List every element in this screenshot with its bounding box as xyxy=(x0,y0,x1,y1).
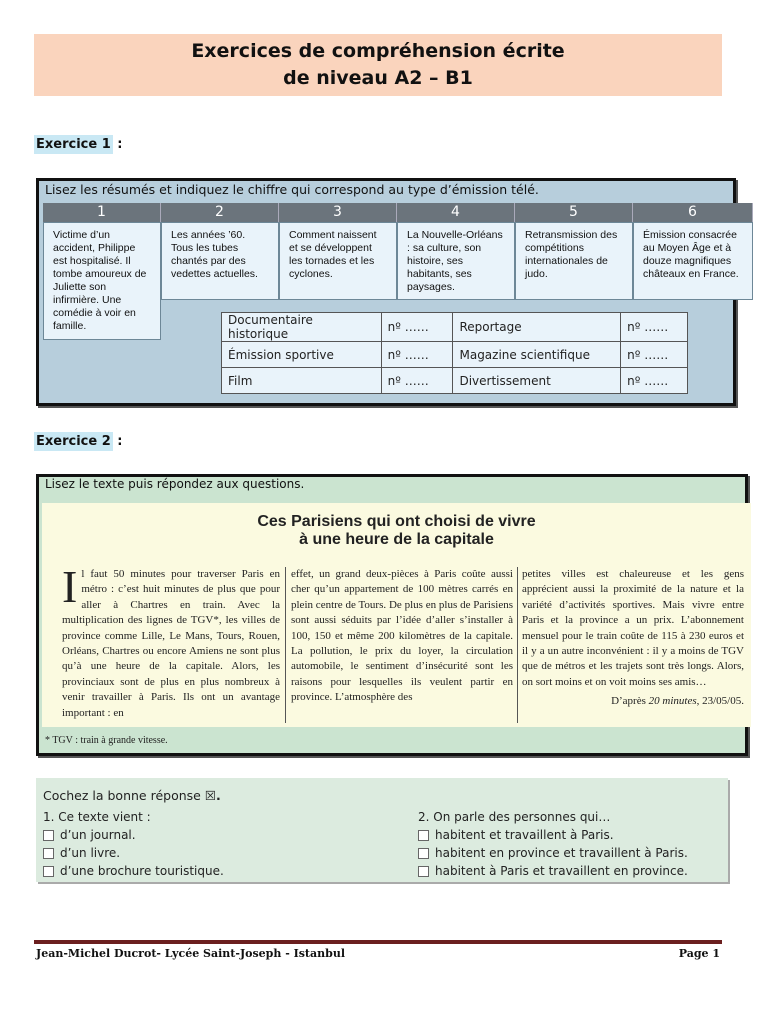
answer-option-label: d’une brochure touristique. xyxy=(60,864,224,878)
summary-text: Les années ’60. Tous les tubes chantés par des vedettes actuelles. xyxy=(161,222,279,300)
answer-option[interactable] xyxy=(43,862,383,880)
answer-option[interactable] xyxy=(43,844,383,862)
quiz-heading-text: Cochez la bonne réponse xyxy=(43,788,201,803)
answer-blank[interactable]: nº …… xyxy=(621,368,688,394)
exercise-2-instruction: Lisez le texte puis répondez aux questions. xyxy=(45,477,305,491)
grid-row xyxy=(222,342,688,368)
program-type: Documentaire historique xyxy=(222,313,382,342)
summary-column-3 xyxy=(279,203,397,300)
program-type: Film xyxy=(222,368,382,394)
answer-blank[interactable]: nº …… xyxy=(381,368,453,394)
quiz-heading xyxy=(43,788,221,803)
grid-row xyxy=(222,313,688,342)
article-headline xyxy=(42,513,751,549)
question-1-title: 1. Ce texte vient : xyxy=(43,810,151,824)
summary-number: 4 xyxy=(397,203,515,222)
summary-number: 3 xyxy=(279,203,397,222)
grid-row xyxy=(222,368,688,394)
summary-number: 2 xyxy=(161,203,279,222)
summary-column-6 xyxy=(633,203,753,300)
summary-number: 6 xyxy=(633,203,753,222)
source-date: , 23/05/05. xyxy=(696,695,744,708)
answer-option-label: habitent à Paris et travaillent en province. xyxy=(435,864,688,878)
exercise-2-label: Exercice 2 xyxy=(36,434,111,449)
source-paper: 20 minutes xyxy=(648,695,697,708)
page-title-line-2: de niveau A2 – B1 xyxy=(283,67,473,89)
answer-blank[interactable]: nº …… xyxy=(621,313,688,342)
article-source xyxy=(522,694,744,709)
program-type-grid xyxy=(221,312,688,394)
program-type: Magazine scientifique xyxy=(453,342,621,368)
article-column-2: effet, un grand deux-pièces à Paris coûte aussi cher qu’un appartement de 100 mètres carrés en plein centre de Tours. De plus en plus de Parisiens sont aussi séduits par l’idée d’aller s’installer à 100, 150 et même 200 kilomètres de la capitale. La pollution, le prix du loyer, la circulation automobile, le sentiment d’insécurité sont les raisons pour lesquelles ils veulent partir en province. L’atmosphère des xyxy=(291,568,513,704)
article-column-1-text: l faut 50 minutes pour traverser Paris en métro : c’est huit minutes de plus que pour aller à Chartres en train. Avec la multiplication des lignes de TGV*, les villes de province comme Lille, Le Mans, Tours, Rouen, Orléans, Chartres ou encore Amiens ne sont plus qu’à une heure de la capitale. Alors, les provinciaux sont de plus en plus nombreux à venir travailler à Paris. Ils ont un avantage important : en xyxy=(62,568,280,719)
answer-blank[interactable]: nº …… xyxy=(381,313,453,342)
answer-option[interactable] xyxy=(418,826,758,844)
summary-column-4 xyxy=(397,203,515,300)
summary-text: Retransmission des compétitions internationales de judo. xyxy=(515,222,633,300)
answer-option[interactable] xyxy=(418,844,758,862)
answer-option-label: habitent et travaillent à Paris. xyxy=(435,828,614,842)
footer-rule xyxy=(34,940,722,944)
question-1 xyxy=(43,808,383,880)
article xyxy=(42,503,751,727)
summary-number: 1 xyxy=(43,203,161,222)
answer-option-label: habitent en province et travaillent à Paris. xyxy=(435,846,688,860)
exercise-2-heading xyxy=(34,434,122,449)
exercise-1-heading xyxy=(34,137,122,152)
summary-text: Victime d’un accident, Philippe est hospitalisé. Il tombe amoureux de Juliette son infirmière. Une comédie à voir en famille. xyxy=(43,222,161,340)
question-2 xyxy=(418,808,758,880)
question-2-title: 2. On parle des personnes qui… xyxy=(418,810,611,824)
exercise-1-label: Exercice 1 xyxy=(36,137,111,152)
program-type: Émission sportive xyxy=(222,342,382,368)
program-type: Divertissement xyxy=(453,368,621,394)
exercise-1-colon: : xyxy=(117,137,123,152)
summary-number: 5 xyxy=(515,203,633,222)
page-title-box xyxy=(34,34,722,96)
checkbox[interactable] xyxy=(43,848,54,859)
summary-column-2 xyxy=(161,203,279,300)
checkbox[interactable] xyxy=(418,866,429,877)
checkbox[interactable] xyxy=(418,848,429,859)
checkbox[interactable] xyxy=(43,830,54,841)
checkbox[interactable] xyxy=(418,830,429,841)
exercise-2-panel xyxy=(36,474,748,756)
answer-option[interactable] xyxy=(418,862,758,880)
answer-option-label: d’un journal. xyxy=(60,828,136,842)
answer-option[interactable] xyxy=(43,826,383,844)
summary-text: Comment naissent et se développent les tornades et les cyclones. xyxy=(279,222,397,300)
article-column-3-text: petites villes est chaleureuse et les gens apprécient aussi la proximité de la nature et la variété d’activités sportives. Mais vivre entre Paris et la province a un prix. L’abonnement mensuel pour le train coûte de 115 à 230 euros et il y a un autre inconvénient : il y a moins de TGV que de métros et les trajets sont très longs. Alors, on sort moins et on voit moins ses amis… xyxy=(522,568,744,688)
drop-cap: I xyxy=(62,561,78,612)
footnote: * TGV : train à grande vitesse. xyxy=(45,735,168,746)
footer-author: Jean-Michel Ducrot- Lycée Saint-Joseph - Istanbul xyxy=(36,947,346,960)
summary-column-5 xyxy=(515,203,633,300)
checkbox[interactable] xyxy=(43,866,54,877)
summary-text: Émission consacrée au Moyen Âge et à douze magnifiques châteaux en France. xyxy=(633,222,753,300)
column-divider xyxy=(517,567,518,723)
answer-blank[interactable]: nº …… xyxy=(621,342,688,368)
checkbox-crossed-icon: ☒. xyxy=(204,788,221,803)
page-number: Page 1 xyxy=(678,947,720,960)
summary-column-1 xyxy=(43,203,161,340)
source-prefix: D’après xyxy=(611,695,649,708)
article-column-1 xyxy=(62,561,280,721)
program-type: Reportage xyxy=(453,313,621,342)
article-column-3 xyxy=(522,567,744,710)
answer-option-label: d’un livre. xyxy=(60,846,121,860)
summary-text: La Nouvelle-Orléans : sa culture, son histoire, ses habitants, ses paysages. xyxy=(397,222,515,300)
exercise-2-colon: : xyxy=(117,434,123,449)
article-headline-line-2: à une heure de la capitale xyxy=(299,531,494,548)
exercise-1-panel xyxy=(36,178,739,406)
exercise-1-instruction: Lisez les résumés et indiquez le chiffre qui correspond au type d’émission télé. xyxy=(45,182,539,197)
quiz-panel xyxy=(36,778,728,882)
answer-blank[interactable]: nº …… xyxy=(381,342,453,368)
article-headline-line-1: Ces Parisiens qui ont choisi de vivre xyxy=(257,513,536,530)
page-title-line-1: Exercices de compréhension écrite xyxy=(191,40,565,62)
column-divider xyxy=(285,567,286,723)
